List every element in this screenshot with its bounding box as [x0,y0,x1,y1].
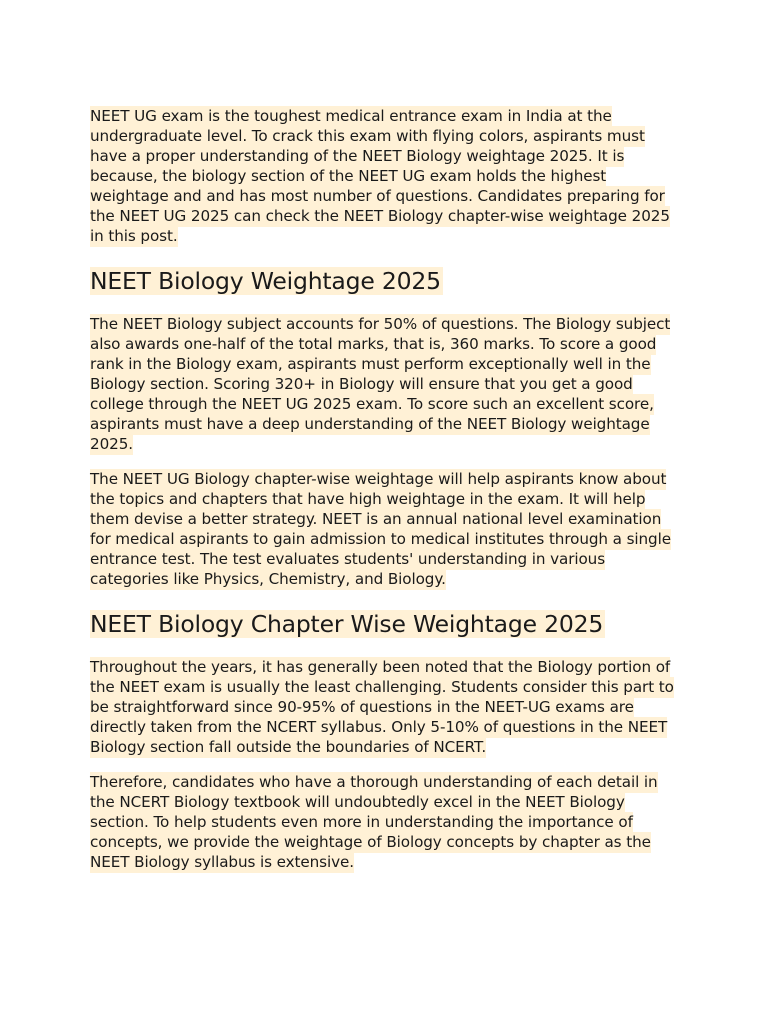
chapter-wise-paragraph-1-text: Throughout the years, it has generally been noted that the Biology portion of the NEET exam is usually the least challenging. Students consider this part to be straightforward since 90-95% of questions in the NEET-UG exams are directly taken from the NCERT syllabus. Only 5-10% of questions in the NEET Biology section fall outside the boundaries of NCERT. [90,658,674,756]
section-heading-weightage [90,266,680,296]
section-heading-chapter-wise [90,609,680,639]
weightage-paragraph-2-text: The NEET UG Biology chapter-wise weightage will help aspirants know about the topics and chapters that have high weightage in the exam. It will help them devise a better strategy. NEET is an annual national level examination for medical aspirants to gain admission to medical institutes through a single entrance test. The test evaluates students' understanding in various categories like Physics, Chemistry, and Biology. [90,470,671,588]
weightage-paragraph-2 [90,469,680,589]
chapter-wise-paragraph-1 [90,657,680,757]
intro-text: NEET UG exam is the toughest medical entrance exam in India at the undergraduate level. To crack this exam with flying colors, aspirants must have a proper understanding of the NEET Biology weightage 2025. It is because, the biology section of the NEET UG exam holds the highest weightage and and has most number of questions. Candidates preparing for the NEET UG 2025 can check the NEET Biology chapter-wise weightage 2025 in this post. [90,107,670,245]
weightage-paragraph-1 [90,314,680,454]
chapter-wise-paragraph-2 [90,772,680,872]
section-heading-chapter-wise-text: NEET Biology Chapter Wise Weightage 2025 [90,610,604,638]
chapter-wise-paragraph-2-text: Therefore, candidates who have a thorough understanding of each detail in the NCERT Biology textbook will undoubtedly excel in the NEET Biology section. To help students even more in understanding the importance of concepts, we provide the weightage of Biology concepts by chapter as the NEET Biology syllabus is extensive. [90,773,658,871]
weightage-paragraph-1-text: The NEET Biology subject accounts for 50% of questions. The Biology subject also awards one-half of the total marks, that is, 360 marks. To score a good rank in the Biology exam, aspirants must perform exceptionally well in the Biology section. Scoring 320+ in Biology will ensure that you get a good college through the NEET UG 2025 exam. To score such an excellent score, aspirants must have a deep understanding of the NEET Biology weightage 2025. [90,315,671,453]
section-heading-weightage-text: NEET Biology Weightage 2025 [90,267,441,295]
intro-paragraph [90,106,680,246]
document-page [90,106,680,887]
